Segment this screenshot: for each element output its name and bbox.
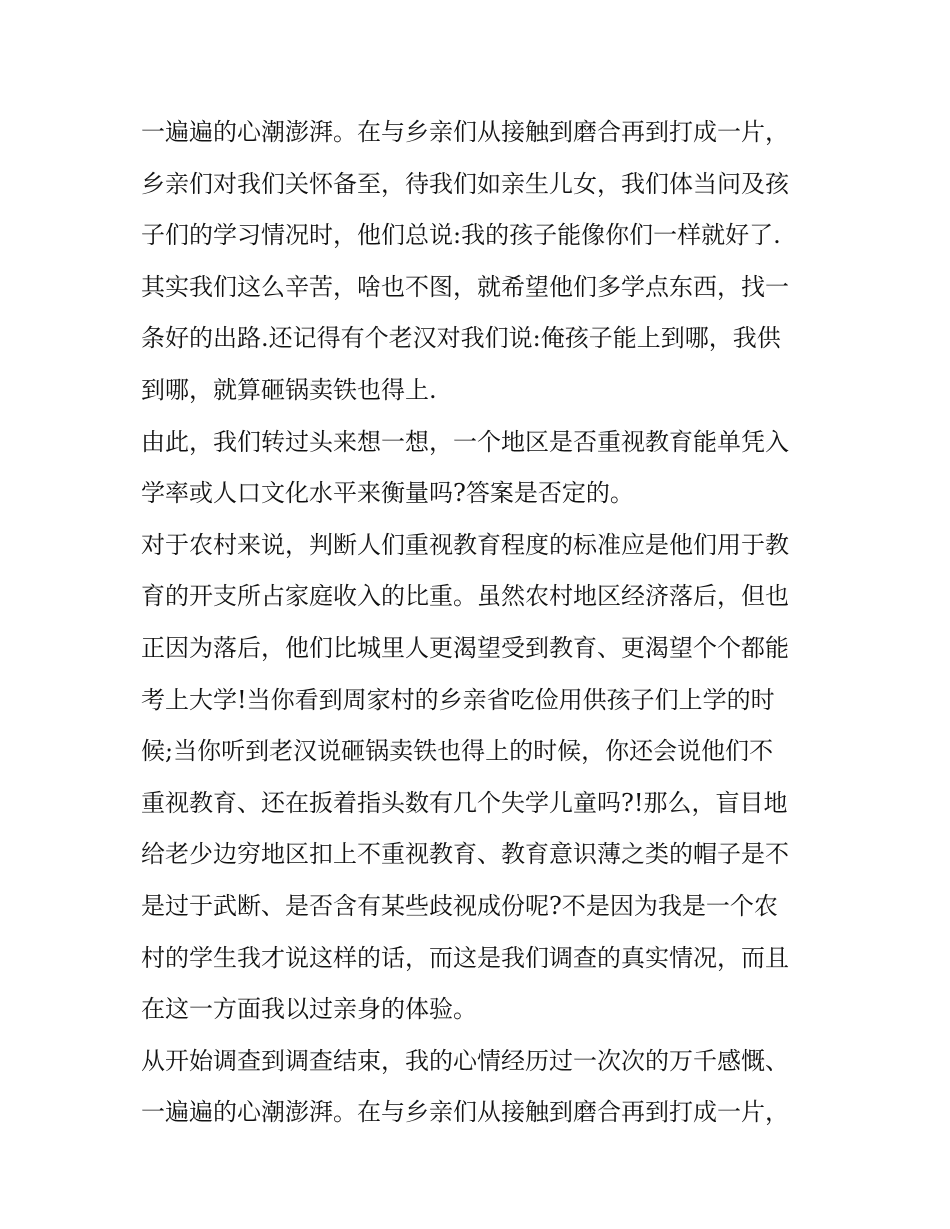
text-line: 重视教育、还在扳着指头数有几个失学儿童吗?!那么，盲目地 bbox=[141, 788, 788, 817]
text-line: 一遍遍的心潮澎湃。在与乡亲们从接触到磨合再到打成一片， bbox=[141, 1098, 789, 1127]
text-line: 从开始调查到调查结束，我的心情经历过一次次的万千感慨、 bbox=[141, 1046, 789, 1075]
text-line: 考上大学!当你看到周家村的乡亲省吃俭用供孩子们上学的时 bbox=[141, 685, 775, 714]
text-line: 由此，我们转过头来想一想，一个地区是否重视教育能单凭入 bbox=[141, 427, 789, 456]
text-line: 一遍遍的心潮澎湃。在与乡亲们从接触到磨合再到打成一片， bbox=[141, 118, 789, 146]
text-line: 学率或人口文化水平来衡量吗?答案是否定的。 bbox=[141, 479, 634, 508]
text-line: 正因为落后，他们比城里人更渴望受到教育、更渴望个个都能 bbox=[141, 633, 789, 662]
text-line: 育的开支所占家庭收入的比重。虽然农村地区经济落后，但也 bbox=[141, 582, 789, 611]
text-line: 乡亲们对我们关怀备至，待我们如亲生儿女，我们体当问及孩 bbox=[141, 169, 789, 198]
text-line: 村的学生我才说这样的话，而这是我们调查的真实情况，而且 bbox=[141, 943, 789, 972]
text-line: 其实我们这么辛苦，啥也不图，就希望他们多学点东西，找一 bbox=[141, 272, 789, 301]
text-line: 给老少边穷地区扣上不重视教育、教育意识薄之类的帽子是不 bbox=[141, 840, 789, 869]
text-line: 是过于武断、是否含有某些歧视成份呢?不是因为我是一个农 bbox=[141, 891, 778, 920]
body-text bbox=[141, 107, 821, 1139]
text-line: 条好的出路.还记得有个老汉对我们说:俺孩子能上到哪，我供 bbox=[141, 324, 781, 353]
text-line: 候;当你听到老汉说砸锅卖铁也得上的时候，你还会说他们不 bbox=[141, 737, 774, 766]
text-line: 到哪，就算砸锅卖铁也得上. bbox=[141, 375, 437, 404]
text-line: 子们的学习情况时，他们总说:我的孩子能像你们一样就好了. bbox=[141, 221, 781, 250]
text-line: 对于农村来说，判断人们重视教育程度的标准应是他们用于教 bbox=[141, 530, 789, 559]
text-line: 在这一方面我以过亲身的体验。 bbox=[141, 995, 477, 1024]
